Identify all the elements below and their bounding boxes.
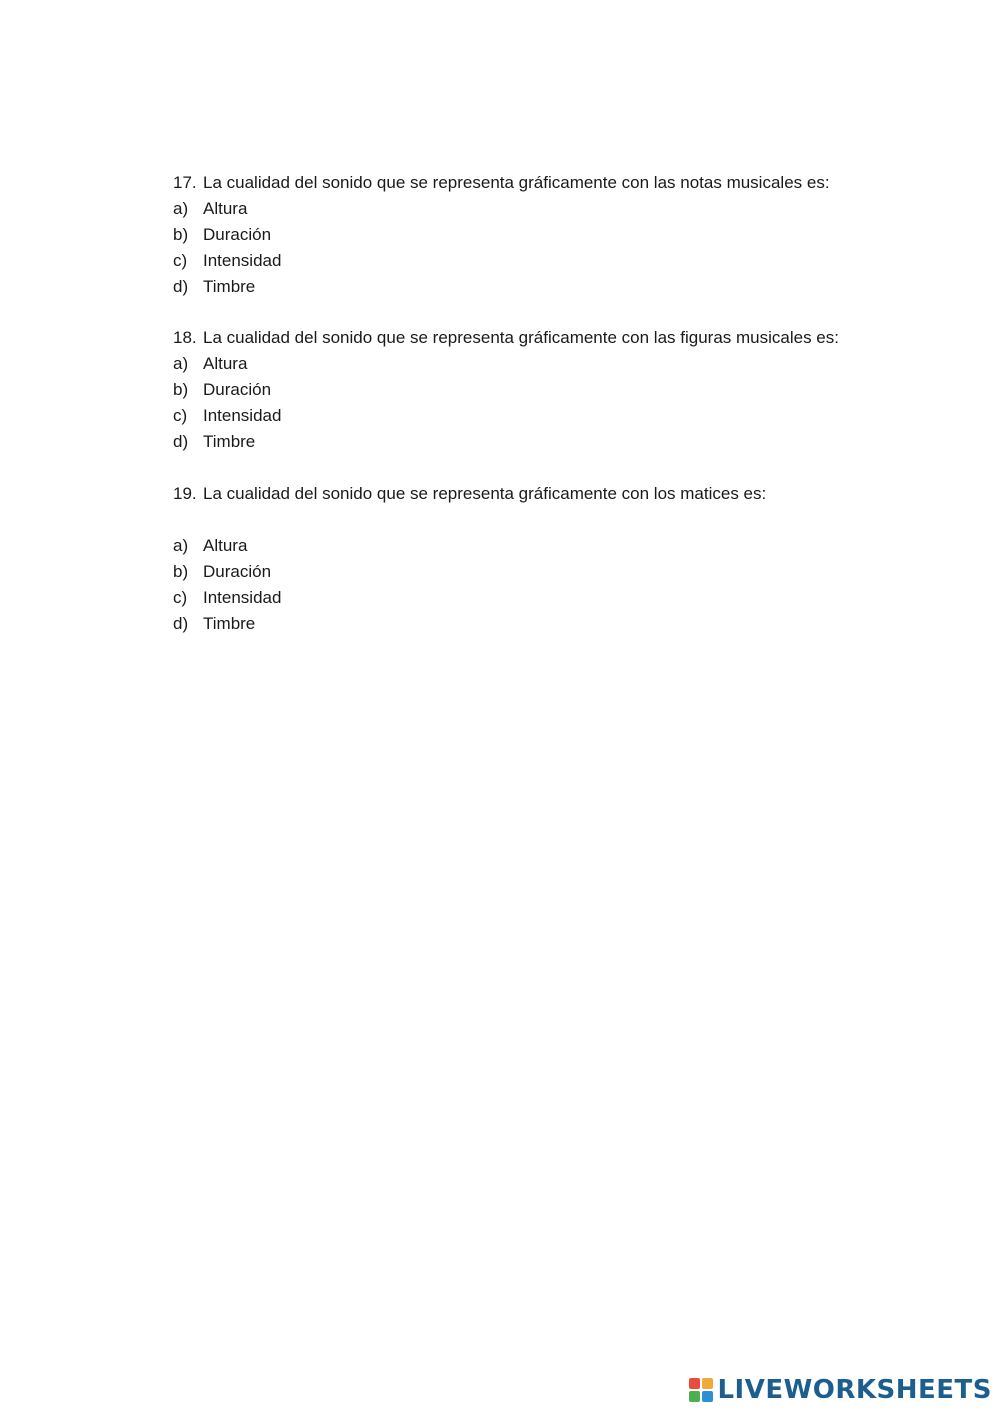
option-letter: c) [173, 251, 188, 270]
option-letter: d) [173, 432, 189, 451]
option-text: Timbre [203, 614, 256, 633]
option-text: Duración [203, 562, 272, 581]
logo-square [689, 1378, 700, 1389]
option-c[interactable] [173, 585, 873, 611]
option-letter: a) [173, 354, 189, 373]
option-d[interactable] [173, 429, 873, 455]
question-text: La cualidad del sonido que se representa gráficamente con las notas musicales es: [203, 173, 830, 192]
question-stem [173, 170, 873, 196]
option-c[interactable] [173, 403, 873, 429]
question-text: La cualidad del sonido que se representa gráficamente con los matices es: [203, 484, 767, 503]
logo-text: LIVEWORKSHEETS [717, 1375, 992, 1405]
option-letter: c) [173, 406, 188, 425]
question-number: 18. [173, 328, 197, 347]
option-letter: a) [173, 536, 189, 555]
logo-square [702, 1378, 713, 1389]
option-b[interactable] [173, 377, 873, 403]
option-a[interactable] [173, 351, 873, 377]
question-text: La cualidad del sonido que se representa gráficamente con las figuras musicales es: [203, 328, 839, 347]
option-text: Duración [203, 380, 272, 399]
option-b[interactable] [173, 222, 873, 248]
option-letter: d) [173, 614, 189, 633]
option-d[interactable] [173, 611, 873, 637]
logo-square [689, 1391, 700, 1402]
option-letter: d) [173, 277, 189, 296]
option-text: Altura [203, 536, 248, 555]
option-text: Timbre [203, 432, 256, 451]
option-d[interactable] [173, 274, 873, 300]
option-c[interactable] [173, 248, 873, 274]
option-letter: c) [173, 588, 188, 607]
option-letter: a) [173, 199, 189, 218]
option-text: Timbre [203, 277, 256, 296]
liveworksheets-logo [689, 1373, 992, 1407]
option-b[interactable] [173, 559, 873, 585]
option-text: Altura [203, 199, 248, 218]
option-text: Intensidad [203, 251, 282, 270]
question-number: 19. [173, 484, 197, 503]
question-17 [173, 170, 873, 300]
logo-square [702, 1391, 713, 1402]
liveworksheets-logo-icon [689, 1378, 713, 1402]
question-stem [173, 481, 873, 507]
option-a[interactable] [173, 196, 873, 222]
question-18 [173, 325, 873, 455]
option-letter: b) [173, 562, 189, 581]
option-text: Duración [203, 225, 272, 244]
option-text: Intensidad [203, 406, 282, 425]
question-number: 17. [173, 173, 197, 192]
option-text: Altura [203, 354, 248, 373]
option-text: Intensidad [203, 588, 282, 607]
option-letter: b) [173, 225, 189, 244]
question-19 [173, 481, 873, 637]
option-a[interactable] [173, 533, 873, 559]
question-stem [173, 325, 873, 351]
option-letter: b) [173, 380, 189, 399]
blank-spacer [173, 507, 873, 533]
